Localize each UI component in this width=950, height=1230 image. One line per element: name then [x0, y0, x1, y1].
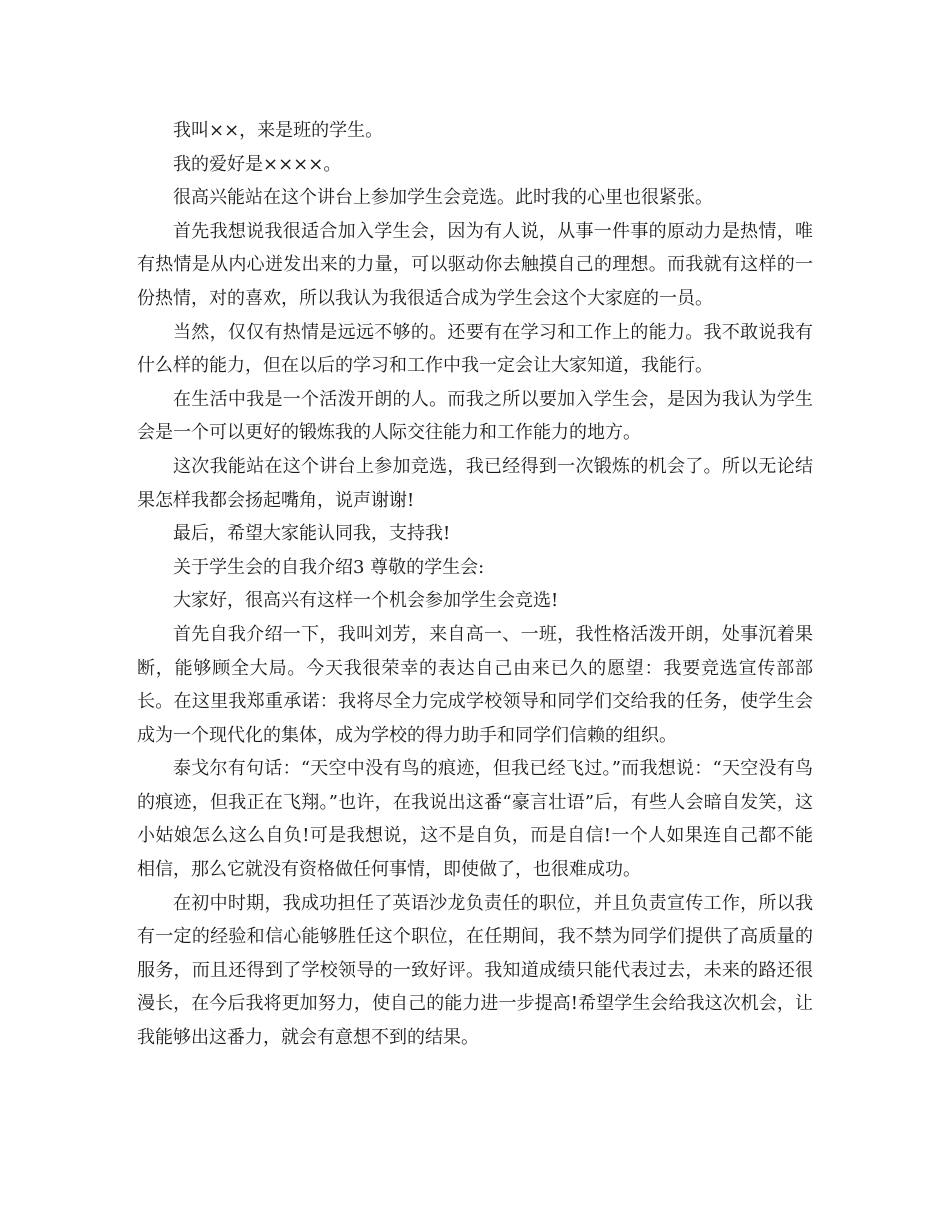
paragraph: 首先自我介绍一下，我叫刘芳，来自高一、一班，我性格活泼开朗，处事沉着果断，能够顾全大局。今天我很荣幸的表达自己由来已久的愿望：我要竞选宣传部部长。在这里我郑重承诺：我将尽全力完成学校领导和同学们交给我的任务，使学生会成为一个现代化的集体，成为学校的得力助手和同学们信赖的组织。	[137, 623, 813, 746]
paragraph: 在生活中我是一个活泼开朗的人。而我之所以要加入学生会，是因为我认为学生会是一个可以更好的锻炼我的人际交往能力和工作能力的地方。	[137, 388, 813, 444]
paragraph: 当然，仅仅有热情是远远不够的。还要有在学习和工作上的能力。我不敢说我有什么样的能力，但在以后的学习和工作中我一定会让大家知道，我能行。	[137, 321, 813, 377]
paragraph: 这次我能站在这个讲台上参加竞选，我已经得到一次锻炼的机会了。所以无论结果怎样我都会扬起嘴角，说声谢谢!	[137, 455, 813, 511]
paragraph: 我叫××，来是班的学生。	[173, 120, 384, 141]
paragraph: 很高兴能站在这个讲台上参加学生会竞选。此时我的心里也很紧张。	[173, 187, 713, 209]
paragraph: 我的爱好是××××。	[173, 153, 342, 175]
paragraph: 大家好，很高兴有这样一个机会参加学生会竞选!	[173, 590, 559, 612]
paragraph: 泰戈尔有句话：“天空中没有鸟的痕迹，但我已经飞过。”而我想说：“天空没有鸟的痕迹，但我正在飞翔。”也许，在我说出这番“豪言壮语”后，有些人会暗自发笑，这小姑娘怎么这么自负!可是我想说，这不是自负，而是自信!一个人如果连自己都不能相信，那么它就没有资格做任何事情，即使做了，也很难成功。	[137, 758, 813, 881]
paragraph: 在初中时期，我成功担任了英语沙龙负责任的职位，并且负责宣传工作，所以我有一定的经验和信心能够胜任这个职位，在任期间，我不禁为同学们提供了高质量的服务，而且还得到了学校领导的一致好评。我知道成绩只能代表过去，未来的路还很漫长，在今后我将更加努力，使自己的能力进一步提高!希望学生会给我这次机会，让我能够出这番力，就会有意想不到的结果。	[137, 892, 813, 1049]
section-heading-line: 关于学生会的自我介绍3 尊敬的学生会:	[173, 556, 485, 578]
paragraph: 首先我想说我很适合加入学生会，因为有人说，从事一件事的原动力是热情，唯有热情是从内心迸发出来的力量，可以驱动你去触摸自己的理想。而我就有这样的一份热情，对的喜欢，所以我认为我很适合成为学生会这个大家庭的一员。	[137, 220, 813, 309]
paragraph: 最后，希望大家能认同我，支持我!	[173, 523, 451, 545]
document-body	[137, 114, 813, 1055]
